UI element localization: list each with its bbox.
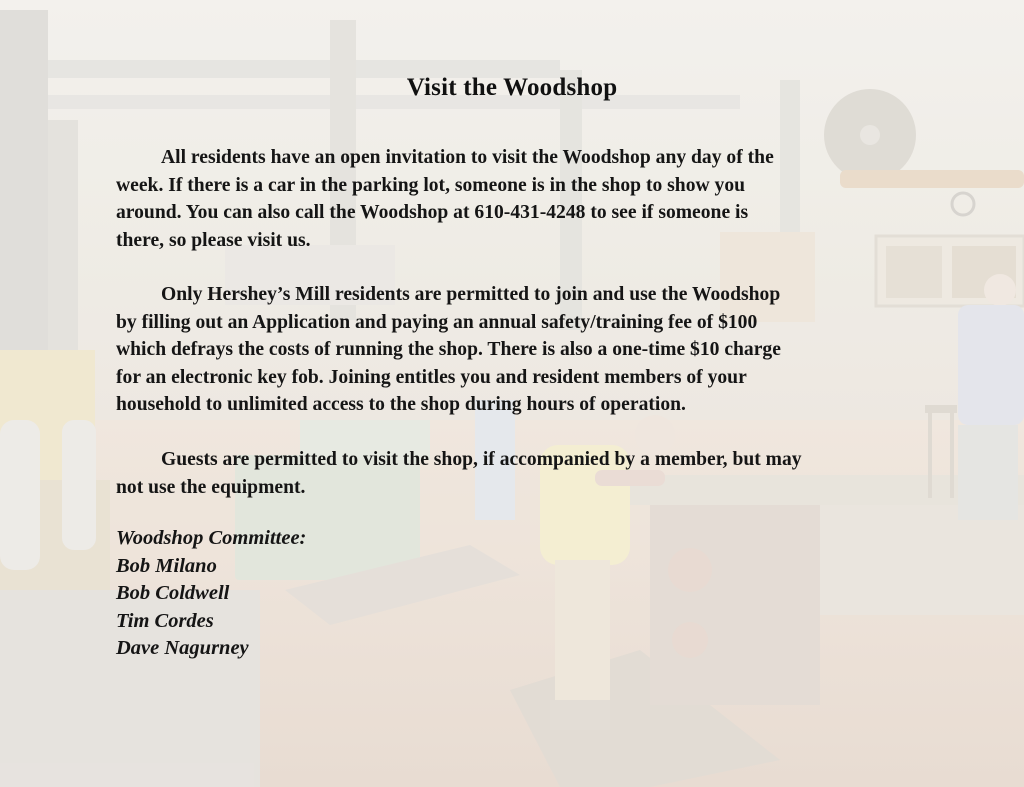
committee-list — [116, 525, 306, 663]
paragraph-line: Guests are permitted to visit the shop, if accompanied by a member, but may — [161, 449, 802, 470]
page-title: Visit the Woodshop — [406, 74, 618, 101]
committee-member: Bob Milano — [116, 554, 217, 577]
committee-heading: Woodshop Committee: — [116, 527, 307, 549]
paragraph-line: there, so please visit us. — [116, 229, 311, 251]
paragraph-line: All residents have an open invitation to visit the Woodshop any day of the — [161, 147, 774, 168]
paragraph-line: not use the equipment. — [116, 476, 306, 498]
paragraph-line: around. You can also call the Woodshop at 610-431-4248 to see if someone is — [116, 202, 749, 223]
paragraph-line: Only Hershey’s Mill residents are permitted to join and use the Woodshop — [161, 284, 781, 305]
paragraph-line: household to unlimited access to the shop during hours of operation. — [116, 394, 686, 415]
committee-member: Dave Nagurney — [116, 637, 249, 659]
paragraph-line: for an electronic key fob. Joining entitles you and resident members of your — [116, 366, 747, 388]
committee-member: Bob Coldwell — [116, 582, 230, 604]
guests-paragraph — [116, 446, 946, 501]
paragraph-line: which defrays the costs of running the shop. There is also a one-time $10 charge — [116, 339, 781, 360]
committee-member: Tim Cordes — [116, 609, 214, 632]
paragraph-line: by filling out an Application and paying an annual safety/training fee of $100 — [116, 311, 758, 333]
invitation-paragraph — [116, 144, 946, 254]
membership-paragraph — [116, 281, 946, 419]
paragraph-line: week. If there is a car in the parking lot, someone is in the shop to show you — [116, 174, 746, 196]
